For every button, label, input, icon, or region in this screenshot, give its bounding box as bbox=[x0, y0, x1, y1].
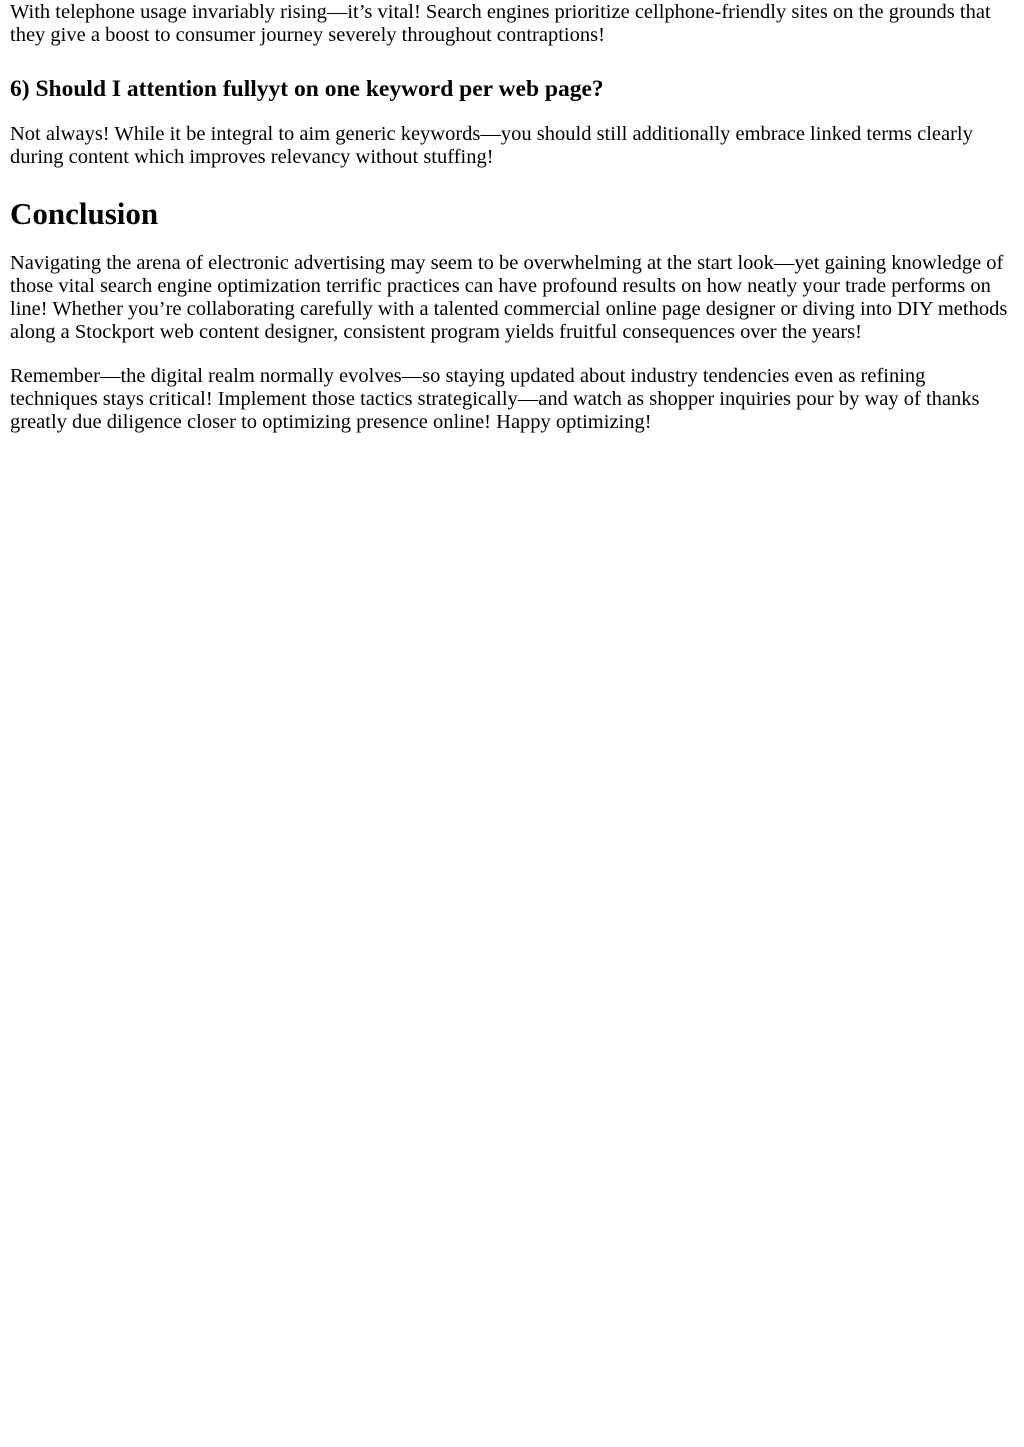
conclusion-paragraph-1: Navigating the arena of electronic advertising may seem to be overwhelming at the start look—yet gaining knowledge of those vital search engine optimization terrific practices can have profound results on how neatly your trade performs on line! Whether you’re collaborating carefully with a talented commercial online page designer or diving into DIY methods along a Stockport web content designer, consistent program yields fruitful consequences over the years! bbox=[10, 252, 1008, 343]
faq-heading: 6) Should I attention fullyyt on one keyword per web page? bbox=[10, 76, 604, 102]
faq-answer: Not always! While it be integral to aim generic keywords—you should still additionally embrace linked terms clearly during content which improves relevancy without stuffing! bbox=[10, 123, 973, 168]
article-body bbox=[0, 1, 1024, 434]
intro-paragraph: With telephone usage invariably rising—it’s vital! Search engines prioritize cellphone-friendly sites on the grounds that they give a boost to consumer journey severely throughout contraptions! bbox=[10, 1, 991, 46]
conclusion-paragraph-2: Remember—the digital realm normally evolves—so staying updated about industry tendencies even as refining techniques stays critical! Implement those tactics strategically—and watch as shopper inquiries pour by way of thanks greatly due diligence closer to optimizing presence online! Happy optimizing! bbox=[10, 365, 980, 433]
conclusion-heading: Conclusion bbox=[10, 196, 159, 231]
